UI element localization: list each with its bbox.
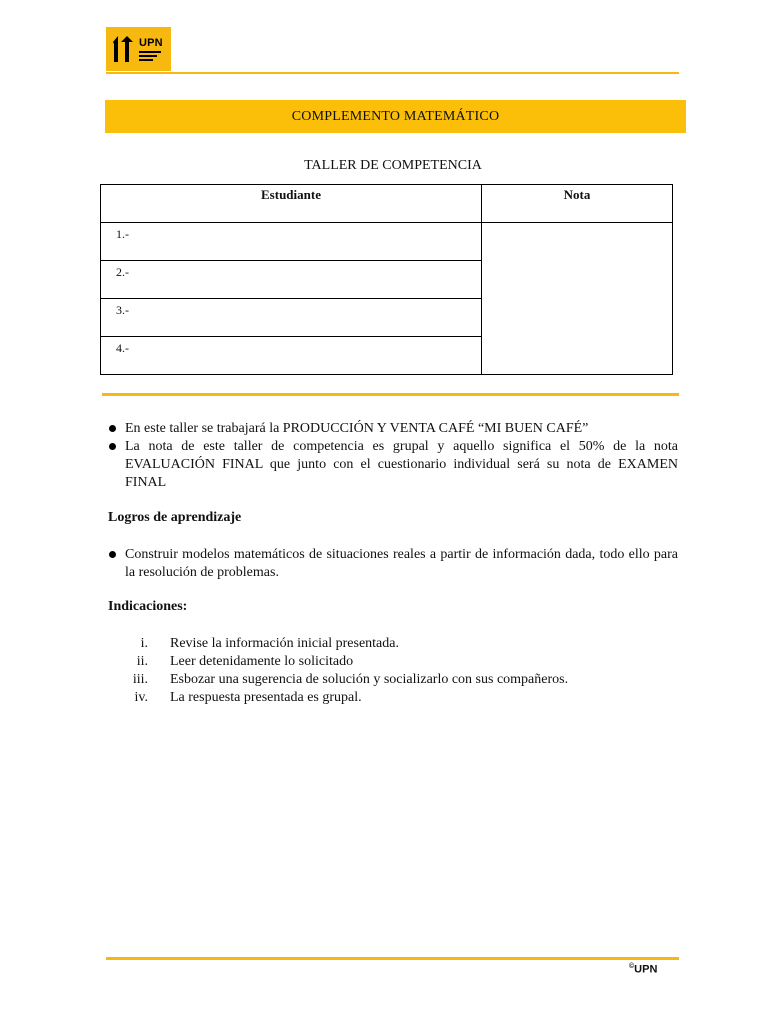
list-item xyxy=(108,635,668,653)
header-divider xyxy=(106,72,679,74)
student-cell[interactable]: 1.- xyxy=(101,223,482,261)
grade-cell[interactable] xyxy=(482,223,673,375)
list-item: Construir modelos matemáticos de situaciones reales a partir de información dada, todo ello para la resolución de problemas. xyxy=(108,546,678,582)
step-text: La respuesta presentada es grupal. xyxy=(170,690,362,705)
list-item: En este taller se trabajará la PRODUCCIÓN Y VENTA CAFÉ “MI BUEN CAFÉ” xyxy=(108,420,678,438)
logros-heading: Logros de aprendizaje xyxy=(108,510,242,525)
step-text: Revise la información inicial presentada. xyxy=(170,636,399,651)
step-text: Leer detenidamente lo solicitado xyxy=(170,654,354,669)
workshop-title: TALLER DE COMPETENCIA xyxy=(304,158,482,173)
logo-wordmark: UPN xyxy=(139,36,163,49)
student-cell[interactable]: 4.- xyxy=(101,337,482,375)
upn-logo xyxy=(106,27,171,71)
indicaciones-heading: Indicaciones: xyxy=(108,599,188,614)
header-estudiante: Estudiante xyxy=(101,185,482,223)
course-title-banner xyxy=(105,100,686,133)
indicaciones-list xyxy=(108,635,668,707)
step-text: Esbozar una sugerencia de solución y socializarlo con sus compañeros. xyxy=(170,672,569,687)
footer-copyright xyxy=(629,963,657,976)
step-number: iv. xyxy=(134,690,148,705)
upn-mark-icon xyxy=(113,36,135,62)
list-item xyxy=(108,671,668,689)
intro-bullet-list xyxy=(108,420,678,492)
logros-bullet-list xyxy=(108,546,678,582)
footer-brand: UPN xyxy=(634,963,658,976)
table-header-row xyxy=(101,185,673,223)
copyright-symbol: © xyxy=(629,963,635,970)
list-item xyxy=(108,653,668,671)
student-cell[interactable]: 3.- xyxy=(101,299,482,337)
list-item xyxy=(108,689,668,707)
header-nota: Nota xyxy=(482,185,673,223)
section-divider xyxy=(102,393,679,396)
course-title: COMPLEMENTO MATEMÁTICO xyxy=(291,108,500,124)
logo-subtext xyxy=(139,51,163,61)
step-number: ii. xyxy=(136,654,148,669)
step-number: i. xyxy=(140,636,148,651)
grades-table xyxy=(100,184,673,375)
table-row xyxy=(101,223,673,261)
footer-divider xyxy=(106,957,679,960)
student-cell[interactable]: 2.- xyxy=(101,261,482,299)
list-item: La nota de este taller de competencia es grupal y aquello significa el 50% de la nota EVALUACIÓN FINAL que junto con el cuestionario individual será su nota de EXAMEN FINAL xyxy=(108,438,678,492)
step-number: iii. xyxy=(132,672,148,687)
